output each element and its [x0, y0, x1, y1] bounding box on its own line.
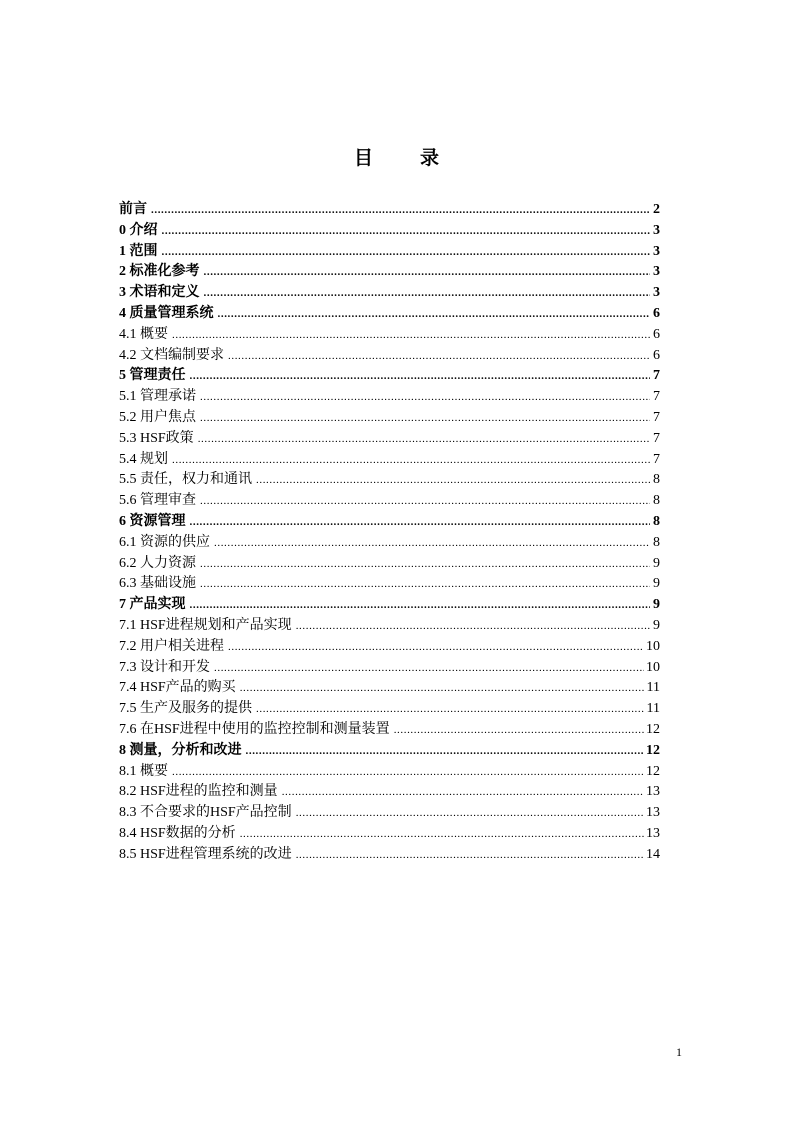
- toc-entry[interactable]: [119, 824, 660, 845]
- toc-entry-label: 8.5 HSF进程管理系统的改进: [119, 846, 292, 862]
- toc-entry-label: 4 质量管理系统: [119, 305, 214, 321]
- toc-entry-label: 7 产品实现: [119, 597, 186, 613]
- toc-entry[interactable]: [119, 221, 660, 242]
- toc-entry-page: 3: [653, 222, 660, 238]
- toc-entry-page: 2: [653, 202, 660, 217]
- toc-dot-leader: [218, 304, 651, 325]
- toc-entry-page: 14: [646, 846, 660, 862]
- toc-entry-label: 5.3 HSF政策: [119, 430, 194, 446]
- toc-dot-leader: [240, 824, 644, 845]
- toc-entry-page: 6: [653, 326, 660, 342]
- toc-entry-page: 7: [653, 430, 660, 446]
- toc-entry-page: 9: [653, 597, 660, 613]
- toc-entry[interactable]: [119, 512, 660, 533]
- toc-entry-label: 7.3 设计和开发: [119, 659, 210, 675]
- toc-entry-page: 13: [646, 825, 660, 841]
- toc-entry-page: 7: [653, 389, 660, 405]
- toc-entry-page: 3: [653, 243, 660, 259]
- toc-entry[interactable]: [119, 782, 660, 803]
- toc-entry-page: 8: [653, 534, 660, 550]
- toc-entry-label: 6.3 基础设施: [119, 576, 196, 592]
- toc-dot-leader: [256, 470, 650, 491]
- toc-dot-leader: [162, 242, 651, 263]
- toc-entry-label: 4.1 概要: [119, 326, 168, 342]
- toc-dot-leader: [198, 429, 650, 450]
- toc-dot-leader: [228, 346, 650, 367]
- toc-entry-label: 5.1 管理承诺: [119, 389, 196, 405]
- toc-dot-leader: [394, 720, 644, 741]
- toc-entry[interactable]: [119, 554, 660, 575]
- toc-entry-label: 7.6 在HSF进程中使用的监控控制和测量装置: [119, 721, 390, 737]
- toc-dot-leader: [172, 325, 650, 346]
- toc-dot-leader: [282, 782, 644, 803]
- toc-entry[interactable]: [119, 470, 660, 491]
- toc-dot-leader: [204, 262, 651, 283]
- toc-entry[interactable]: [119, 366, 660, 387]
- toc-dot-leader: [200, 387, 650, 408]
- toc-entry-label: 5.5 责任，权力和通讯: [119, 472, 252, 488]
- toc-entry-label: 2 标准化参考: [119, 264, 200, 280]
- toc-dot-leader: [190, 366, 651, 387]
- toc-entry-page: 7: [653, 409, 660, 425]
- toc-entry[interactable]: [119, 720, 660, 741]
- toc-dot-leader: [200, 574, 650, 595]
- toc-entry-page: 13: [646, 805, 660, 821]
- toc-dot-leader: [200, 554, 650, 575]
- toc-entry-page: 9: [653, 617, 660, 633]
- toc-entry-label: 前言: [119, 202, 147, 217]
- toc-entry[interactable]: [119, 242, 660, 263]
- toc-entry[interactable]: [119, 845, 660, 866]
- toc-entry-page: 13: [646, 784, 660, 800]
- toc-dot-leader: [296, 845, 644, 866]
- toc-entry-page: 3: [653, 264, 660, 280]
- toc-dot-leader: [200, 491, 650, 512]
- toc-entry-label: 6 资源管理: [119, 513, 186, 529]
- toc-entry-page: 7: [653, 368, 660, 384]
- toc-entry[interactable]: [119, 678, 660, 699]
- toc-dot-leader: [214, 658, 644, 679]
- toc-entry-label: 8 测量，分析和改进: [119, 742, 242, 758]
- toc-dot-leader: [190, 512, 651, 533]
- toc-entry[interactable]: [119, 533, 660, 554]
- toc-entry-page: 6: [653, 347, 660, 363]
- toc-entry[interactable]: [119, 658, 660, 679]
- toc-entry[interactable]: [119, 262, 660, 283]
- toc-entry-page: 12: [646, 721, 660, 737]
- toc-entry[interactable]: [119, 450, 660, 471]
- toc-entry[interactable]: [119, 387, 660, 408]
- toc-entry-label: 8.3 不合要求的HSF产品控制: [119, 805, 292, 821]
- toc-dot-leader: [296, 803, 644, 824]
- toc-dot-leader: [296, 616, 650, 637]
- toc-dot-leader: [172, 762, 644, 783]
- toc-entry[interactable]: [119, 741, 660, 762]
- toc-entry-page: 3: [653, 285, 660, 301]
- toc-entry-page: 9: [653, 555, 660, 571]
- toc-entry[interactable]: [119, 200, 660, 221]
- toc-entry-label: 7.5 生产及服务的提供: [119, 701, 252, 717]
- toc-entry-label: 8.2 HSF进程的监控和测量: [119, 784, 278, 800]
- toc-entry-page: 8: [653, 472, 660, 488]
- toc-dot-leader: [200, 408, 650, 429]
- toc-entry-page: 11: [646, 680, 660, 696]
- toc-dot-leader: [172, 450, 650, 471]
- toc-entry[interactable]: [119, 616, 660, 637]
- toc-entry-label: 0 介绍: [119, 222, 158, 238]
- toc-entry[interactable]: [119, 803, 660, 824]
- toc-dot-leader: [162, 221, 651, 242]
- toc-entry-page: 10: [646, 659, 660, 675]
- toc-entry[interactable]: [119, 346, 660, 367]
- toc-entry-page: 9: [653, 576, 660, 592]
- toc-entry-label: 7.1 HSF进程规划和产品实现: [119, 617, 292, 633]
- toc-entry-page: 8: [653, 493, 660, 509]
- table-of-contents: [119, 200, 660, 866]
- toc-dot-leader: [204, 283, 651, 304]
- toc-entry-label: 4.2 文档编制要求: [119, 347, 224, 363]
- toc-entry-label: 3 术语和定义: [119, 285, 200, 301]
- toc-entry-label: 7.2 用户相关进程: [119, 638, 224, 654]
- toc-entry-label: 5.2 用户焦点: [119, 409, 196, 425]
- toc-dot-leader: [256, 699, 645, 720]
- toc-entry-page: 12: [646, 763, 660, 779]
- toc-entry[interactable]: [119, 325, 660, 346]
- toc-entry[interactable]: [119, 429, 660, 450]
- toc-dot-leader: [246, 741, 645, 762]
- toc-entry[interactable]: [119, 491, 660, 512]
- toc-entry-page: 6: [653, 305, 660, 321]
- toc-entry[interactable]: [119, 762, 660, 783]
- page-number: 1: [676, 1045, 682, 1059]
- toc-entry-label: 6.1 资源的供应: [119, 534, 210, 550]
- toc-entry[interactable]: [119, 637, 660, 658]
- toc-entry-label: 6.2 人力资源: [119, 555, 196, 571]
- toc-entry[interactable]: [119, 408, 660, 429]
- toc-entry-label: 5.6 管理审查: [119, 493, 196, 509]
- toc-entry[interactable]: [119, 595, 660, 616]
- toc-entry-label: 1 范围: [119, 243, 158, 259]
- toc-entry-page: 11: [646, 701, 660, 717]
- toc-entry[interactable]: [119, 304, 660, 325]
- page-title: 目 录: [353, 148, 453, 169]
- toc-entry-label: 8.1 概要: [119, 763, 168, 779]
- toc-dot-leader: [151, 200, 650, 221]
- toc-dot-leader: [228, 637, 644, 658]
- toc-entry-page: 8: [653, 513, 660, 529]
- toc-entry[interactable]: [119, 574, 660, 595]
- toc-dot-leader: [214, 533, 650, 554]
- toc-entry[interactable]: [119, 699, 660, 720]
- toc-dot-leader: [190, 595, 651, 616]
- toc-entry-page: 12: [646, 742, 660, 758]
- toc-entry-label: 7.4 HSF产品的购买: [119, 680, 236, 696]
- toc-entry-label: 5 管理责任: [119, 368, 186, 384]
- toc-entry-label: 5.4 规划: [119, 451, 168, 467]
- toc-entry-page: 10: [646, 638, 660, 654]
- toc-entry-label: 8.4 HSF数据的分析: [119, 825, 236, 841]
- toc-entry-page: 7: [653, 451, 660, 467]
- toc-entry[interactable]: [119, 283, 660, 304]
- toc-dot-leader: [240, 678, 645, 699]
